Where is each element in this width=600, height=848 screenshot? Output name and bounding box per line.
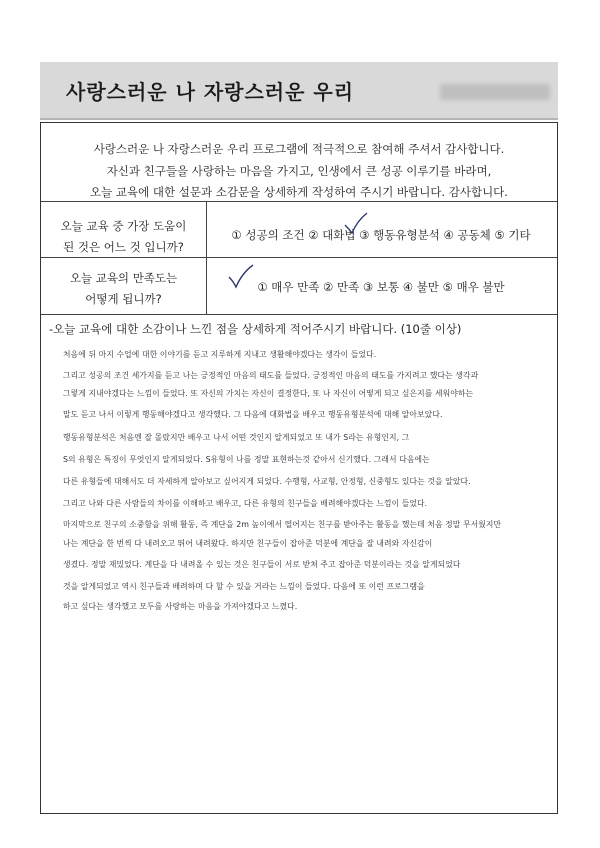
essay-prompt: -오늘 교육에 대한 소감이나 느낀 점을 상세하게 적어주시기 바랍니다. (10줄 이상) [49, 322, 462, 336]
handwritten-line: 행동유형분석은 처음엔 잘 몰랐지만 배우고 나서 어떤 것인지 알게되었고 또 내가 S라는 유형인지, 그 [63, 433, 410, 442]
divider [41, 257, 557, 258]
handwritten-line: S의 유형은 특징이 무엇인지 알게되었다. S유형이 나를 정말 표현하는것 같아서 신기했다. 그래서 다음에는 [63, 455, 430, 464]
redacted-name [440, 84, 550, 100]
question-2-options[interactable]: ① 매우 만족 ② 만족 ③ 보통 ④ 불만 ⑤ 매우 불만 [257, 280, 505, 294]
checkmark-icon [227, 263, 255, 291]
question-1-options[interactable]: ① 성공의 조건 ② 대화법 ③ 행동유형분석 ④ 공동체 ⑤ 기타 [231, 228, 531, 242]
handwritten-line: 하고 싶다는 생각했고 모두를 사랑하는 마음을 가져야겠다고 느꼈다. [63, 602, 298, 611]
handwritten-line: 그렇게 지내야겠다는 느낌이 들었다. 또 자신의 가치는 자신이 결정한다, 또 나 자신이 어떻게 되고 싶은지를 세워야하는 [63, 389, 474, 398]
handwritten-line: 그리고 나와 다른 사람들의 차이를 이해하고 배우고, 다른 유형의 친구들을 배려해야겠다는 느낌이 들었다. [63, 499, 428, 508]
intro-line: 오늘 교육에 대한 설문과 소감문을 상세하게 작성하여 주시기 바랍니다. 감사합니다. [90, 185, 508, 199]
handwritten-line: 다른 유형들에 대해서도 더 자세하게 알아보고 싶어지게 되었다. 수행형, 사교형, 안정형, 신중형도 있다는 것을 알았다. [63, 477, 471, 486]
checkmark-icon [343, 211, 369, 237]
handwritten-line: 그리고 성공의 조건 세가지를 듣고 나는 긍정적인 마음의 태도를 들었다. 긍정적인 마음의 태도를 가지려고 했다는 생각과 [63, 371, 479, 380]
handwritten-line: 처음에 뒤 마지 수업에 대한 이야기를 듣고 지루하게 지내고 생활해야겠다는 생각이 들었다. [63, 350, 377, 359]
handwritten-line: 나는 계단을 한 번씩 다 내려오고 뛰어 내려왔다. 하지만 친구들이 잡아준 덕분에 계단을 잘 내려와 자신감이 [63, 539, 433, 548]
header-bar [40, 62, 558, 120]
handwritten-line: 것을 알게되었고 역시 친구들과 배려하며 다 할 수 있을 거라는 느낌이 들었다. 다음에 또 이런 프로그램을 [63, 582, 425, 591]
divider [41, 314, 557, 315]
handwritten-line: 말도 듣고 나서 이렇게 행동해야겠다고 생각했다. 그 다음에 대화법을 배우고 행동유형분석에 대해 알아보았다. [63, 410, 443, 419]
page-title: 사랑스러운 나 자랑스러운 우리 [66, 80, 355, 104]
handwritten-line: 마지막으로 친구의 소중함을 위해 활동, 즉 계단을 2m 높이에서 떨어지는 친구를 받아주는 활동을 했는데 처음 정말 무서웠지만 [63, 520, 502, 529]
survey-form [40, 122, 558, 814]
intro-line: 사랑스러운 나 자랑스러운 우리 프로그램에 적극적으로 참여해 주셔서 감사합니다. [93, 142, 505, 156]
intro-text [41, 139, 557, 204]
intro-line: 자신과 친구들을 사랑하는 마음을 가지고, 인생에서 큰 성공 이루기를 바라며, [106, 163, 492, 178]
divider [41, 201, 557, 202]
question-1-label: 오늘 교육 중 가장 도움이 된 것은 어느 것 입니까? [60, 219, 187, 254]
question-2-label: 오늘 교육의 만족도는 어떻게 됩니까? [69, 271, 178, 306]
handwritten-line: 생겼다. 정말 재밌었다. 계단을 다 내려올 수 있는 것은 친구들이 서로 받쳐 주고 잡아준 덕분이라는 것을 알게되었다 [63, 560, 461, 569]
